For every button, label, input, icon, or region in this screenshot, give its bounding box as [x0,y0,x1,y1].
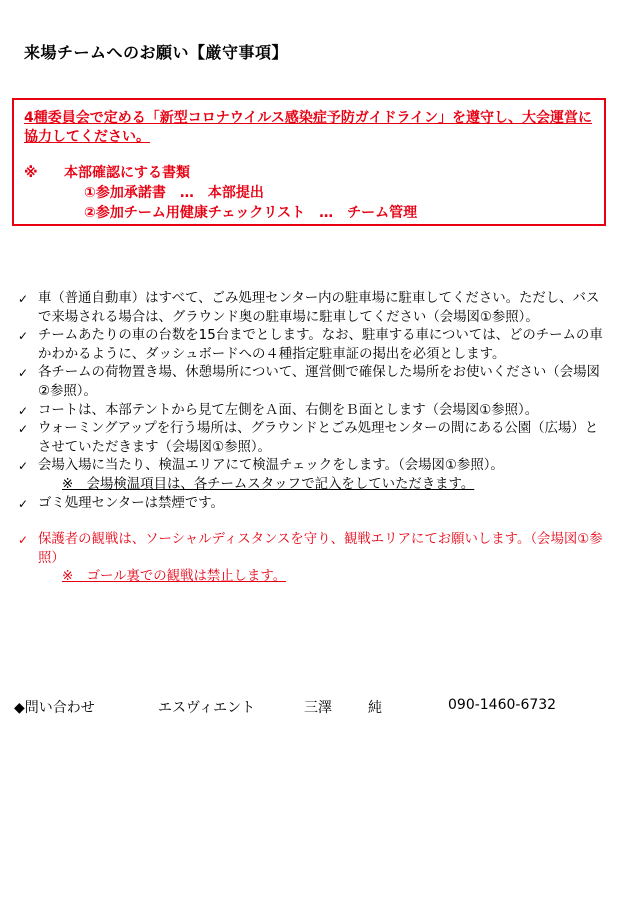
required-doc-1: ①参加承諾書 … 本部提出 [84,185,264,201]
list-item [18,495,608,514]
list-item-note: ※ 会場検温項目は、各チームスタッフで記入をしていただきます。 [62,476,475,492]
list-item [18,290,608,327]
check-icon: ✓ [18,459,29,474]
notice-box [12,98,606,226]
list-item [18,327,608,364]
check-icon: ✓ [18,422,29,437]
check-icon: ✓ [18,329,29,344]
list-item-text: チームあたりの車の台数を15台までとします。なお、駐車する車については、どのチームの車かわかるように、ダッシュボードへの４種指定駐車証の掲出を必須とします。 [38,328,603,362]
list-item-text: コートは、本部テントから見て左側をＡ面、右側をＢ面とします（会場図①参照）。 [38,402,539,418]
rules-list [18,290,608,587]
contact-organization: エスヴィエント [158,700,256,716]
list-item [18,402,608,421]
required-docs-heading [24,164,190,183]
page-title: 来場チームへのお願い【厳守事項】 [24,43,289,62]
required-docs-label: 本部確認にする書類 [64,165,190,181]
check-icon: ✓ [18,366,29,381]
contact-phone: 090-1460-6732 [448,697,557,713]
reference-mark: ※ [24,165,38,181]
list-item-text: ゴミ処理センターは禁煙です。 [38,495,224,511]
required-doc-2: ②参加チーム用健康チェックリスト … チーム管理 [84,205,418,221]
guideline-notice: 4種委員会で定める「新型コロナウイルス感染症予防ガイドライン」を遵守し、大会運営に協力してください。 [24,110,593,145]
check-icon: ✓ [18,292,29,306]
list-item-text: 車（普通自動車）はすべて、ごみ処理センター内の駐車場に駐車してください。ただし、バスで来場される場合は、グラウンド奥の駐車場に駐車してください（会場図①参照）。 [38,291,600,325]
list-item-text: 各チームの荷物置き場、休憩場所について、運営側で確保した場所をお使いください（会場図②参照）。 [38,365,600,399]
list-item [18,457,608,494]
list-item-text: 保護者の観戦は、ソーシャルディスタンスを守り、観戦エリアにてお願いします。（会場図①参照） [38,532,603,566]
check-icon: ✓ [18,403,29,418]
check-icon: ✓ [18,533,29,548]
contact-surname: 三澤 [304,700,332,716]
list-item-spectator [18,531,608,587]
check-icon: ✓ [18,496,29,511]
list-item [18,420,608,457]
list-item-text: 会場入場に当たり、検温エリアにて検温チェックをします。（会場図①参照）。 [38,458,504,474]
contact-given-name: 純 [368,700,382,716]
contact-label: ◆問い合わせ [14,700,95,716]
list-item [18,364,608,401]
list-item-note: ※ ゴール裏での観戦は禁止します。 [62,569,287,585]
list-item-text: ウォーミングアップを行う場所は、グラウンドとごみ処理センターの間にある公園（広場）とさせていただきます（会場図①参照）。 [38,421,599,455]
